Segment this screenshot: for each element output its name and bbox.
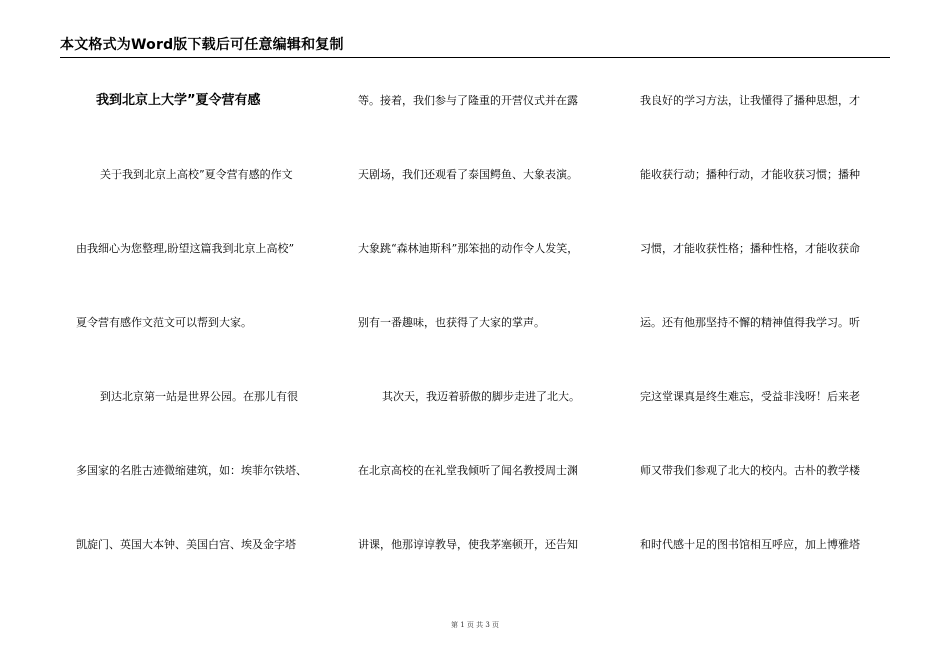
text-line: 别有一番趣味，也获得了大家的掌声。 [358,316,545,329]
text-line: 多国家的名胜古迹微缩建筑，如：埃菲尔铁塔、 [76,464,307,477]
text-line: 师又带我们参观了北大的校内。古朴的教学楼 [640,464,860,477]
header-text: 本文格式为Word版下载后可任意编辑和复制 [60,37,344,53]
text-line: 和时代感十足的图书馆相互呼应，加上博雅塔 [640,538,860,551]
text-line: 习惯，才能收获性格；播种性格，才能收获命 [640,242,860,255]
page-footer: 第 1 页 共 3 页 [450,621,500,629]
text-line: 其次天，我迈着骄傲的脚步走进了北大。 [382,390,580,403]
text-line: 大象跳“森林迪斯科”那笨拙的动作令人发笑， [358,242,579,255]
text-line: 运。还有他那坚持不懈的精神值得我学习。听 [640,316,860,329]
article-title: 我到北京上大学”夏令营有感 [96,93,261,108]
text-line: 夏令营有感作文范文可以帮到大家。 [76,316,252,329]
text-column-2 [358,86,618,604]
page-header [60,31,890,58]
text-line: 由我细心为您整理,盼望这篇我到北京上高校” [76,242,295,255]
text-line: 天剧场，我们还观看了泰国鳄鱼、大象表演。 [358,168,578,181]
text-line: 能收获行动；播种行动，才能收获习惯；播种 [640,168,860,181]
text-line: 我良好的学习方法，让我懂得了播种思想，才 [640,94,860,107]
text-column-3 [640,86,900,604]
text-line: 等。接着，我们参与了隆重的开营仪式并在露 [358,94,578,107]
text-line: 在北京高校的在礼堂我倾听了闻名教授周士渊 [358,464,578,477]
text-line: 关于我到北京上高校”夏令营有感的作文 [100,168,293,181]
text-line: 到达北京第一站是世界公园。在那儿有很 [100,390,298,403]
text-line: 完这堂课真是终生难忘，受益非浅呀！后来老 [640,390,860,403]
text-line: 讲课，他那谆谆教导，使我茅塞顿开，还告知 [358,538,578,551]
text-line: 凯旋门、英国大本钟、美国白宫、埃及金字塔 [76,538,296,551]
text-column-1 [76,86,336,604]
